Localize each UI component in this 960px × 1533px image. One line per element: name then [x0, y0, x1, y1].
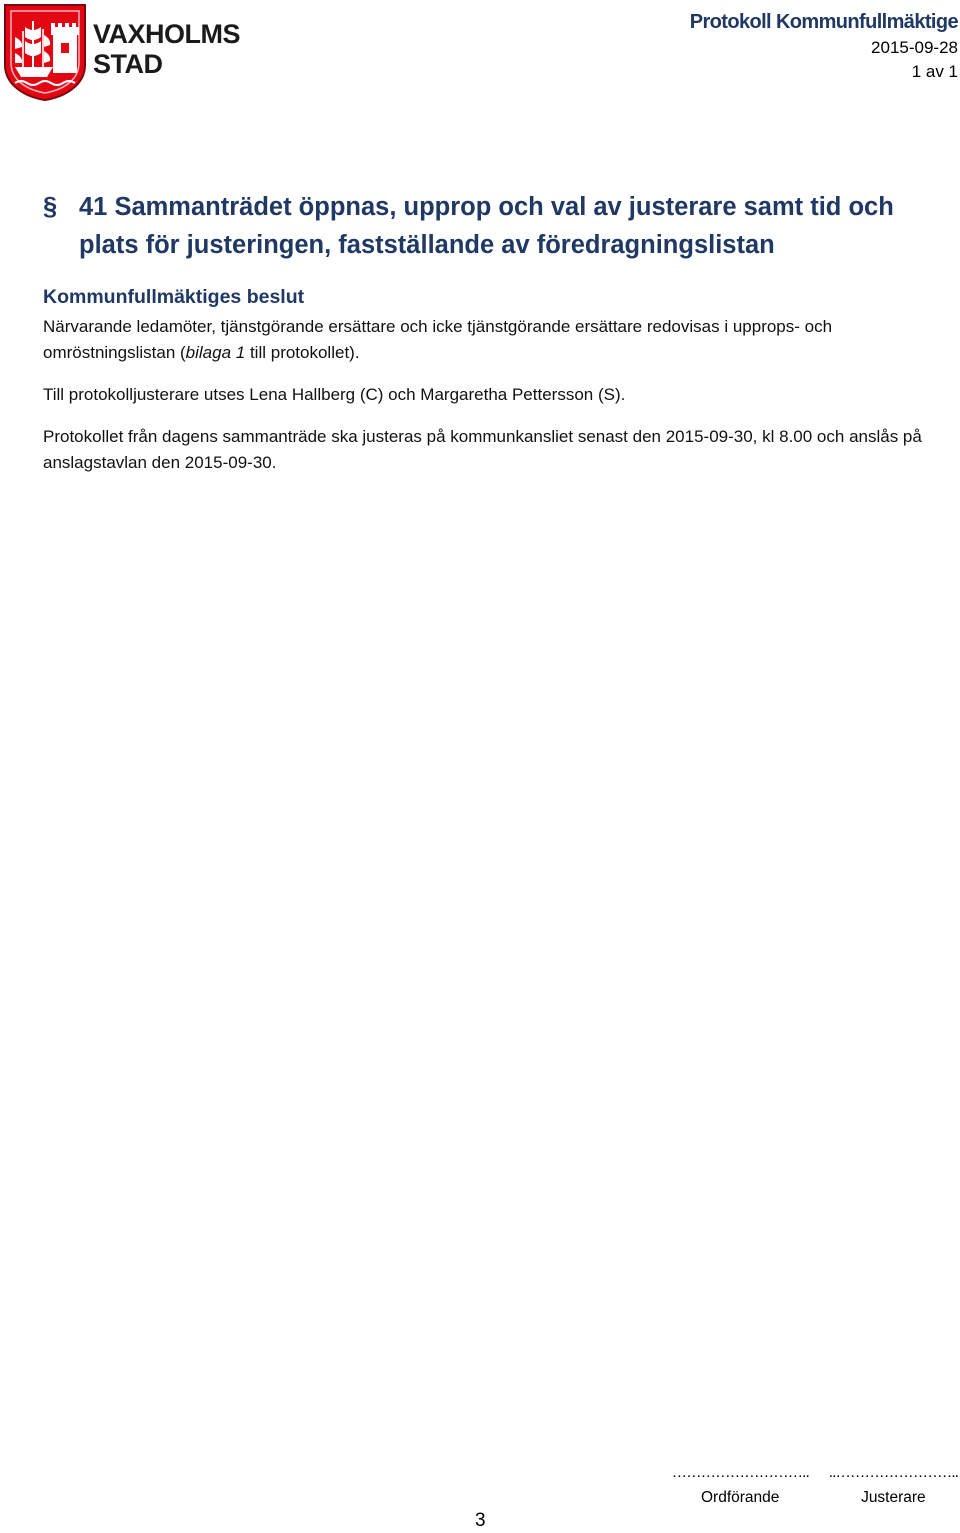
adjuster-signature-label: Justerare	[861, 1489, 926, 1506]
adjuster-signature	[829, 1464, 958, 1508]
document-date: 2015-09-28	[871, 38, 958, 57]
document-title: Protokoll Kommunfullmäktige	[689, 11, 958, 33]
page-number: 3	[475, 1510, 486, 1531]
page-count: 1 av 1	[911, 61, 958, 81]
decision-subheading: Kommunfullmäktiges beslut	[43, 286, 305, 308]
chair-signature	[672, 1464, 809, 1508]
vaxholm-logo	[3, 3, 253, 101]
adjuster-signature-line: ..……………………..	[828, 1464, 958, 1481]
attendance-text-end: till protokollet).	[245, 343, 360, 362]
vaxholm-coat-of-arms-icon	[3, 3, 87, 101]
attendance-text-start: Närvarande ledamöter, tjänstgörande ersättare och icke tjänstgörande ersättare redovisas i upprops- och omröstningslistan (	[43, 317, 833, 362]
logo-text-line2: STAD	[93, 49, 163, 79]
logo-text-line1: VAXHOLMS	[93, 19, 241, 49]
chair-signature-line: ………………………..	[671, 1464, 809, 1481]
section-heading-text: 41 Sammanträdet öppnas, upprop och val av justerare samt tid och plats för justeringen, fastställande av föredragningslistan	[79, 193, 894, 259]
adjusters-paragraph: Till protokolljusterare utses Lena Hallberg (C) och Margaretha Pettersson (S).	[43, 385, 626, 404]
document-header	[690, 8, 958, 84]
signature-block	[672, 1464, 958, 1508]
paragraph-symbol: §	[43, 193, 58, 221]
section-heading	[43, 188, 943, 264]
attachment-reference: bilaga 1	[185, 343, 246, 362]
section-content	[43, 188, 943, 476]
attendance-paragraph	[43, 314, 943, 366]
chair-signature-label: Ordförande	[700, 1489, 780, 1506]
adjustment-schedule-paragraph: Protokollet från dagens sammanträde ska justeras på kommunkansliet senast den 2015-09-30, kl 8.00 och anslås på anslagstavlan den 2015-09-30.	[43, 427, 922, 472]
